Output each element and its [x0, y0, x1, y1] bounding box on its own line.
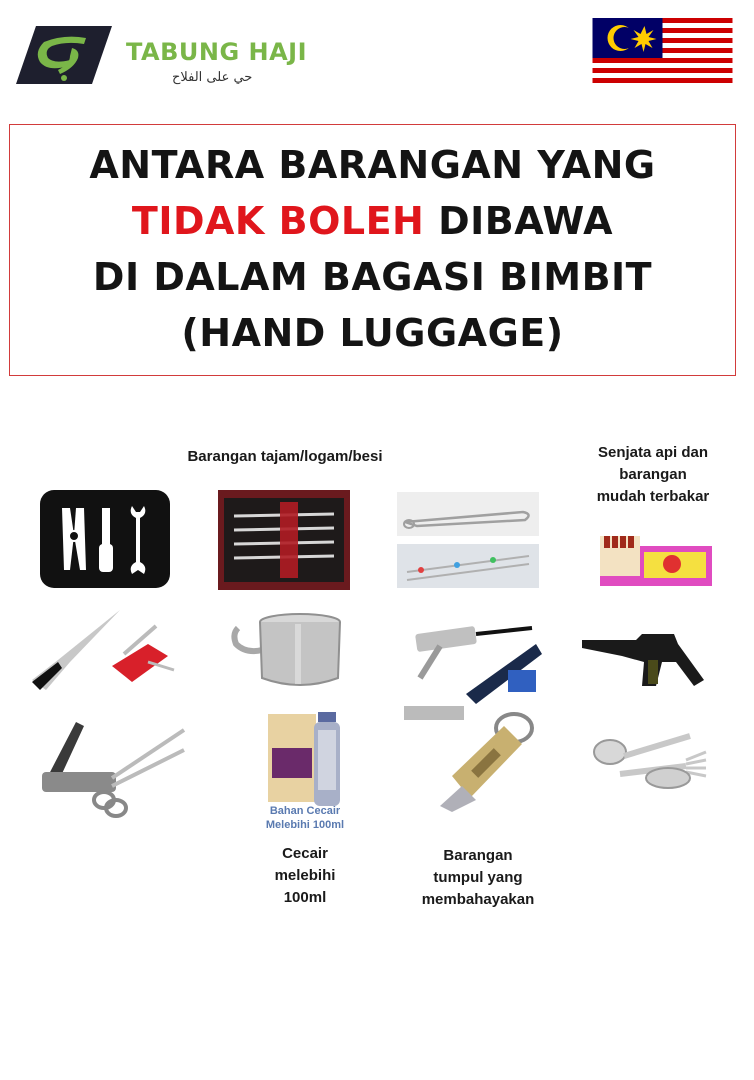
liquid-label-line: Bahan Cecair [269, 805, 341, 817]
caption-firearms [568, 442, 738, 508]
title-line-3: DI DALAM BAGASI BIMBIT [92, 255, 653, 299]
title-line-4: (HAND LUGGAGE) [181, 311, 564, 355]
logo-arabic-text: حي على الفلاح [172, 70, 253, 85]
caption-firearms-line: mudah terbakar [596, 488, 710, 505]
title-line-2-rest: DIBAWA [424, 199, 614, 243]
title-box [9, 124, 736, 376]
liquid-label-line: Melebihi 100ml [265, 819, 345, 831]
caption-liquid-line: 100ml [283, 889, 327, 906]
tabung-haji-logo-icon [14, 24, 114, 86]
caption-blunt-line: membahayakan [421, 891, 535, 908]
matchbox [598, 532, 714, 588]
metal-mug [228, 610, 346, 690]
caption-blunt [398, 845, 558, 911]
caption-liquid-line: Cecair [282, 845, 328, 862]
nail-clipper-scissors [40, 714, 190, 818]
caption-firearms-line: barangan [619, 466, 687, 483]
bottle-opener [432, 706, 544, 812]
malaysia-flag-icon [590, 18, 735, 88]
liquid-bottles [248, 710, 362, 834]
caption-firearms-line: Senjata api dan [597, 444, 709, 461]
knives [28, 604, 178, 692]
tabung-haji-logo [14, 20, 314, 90]
spoon-fork [590, 726, 710, 794]
caption-blunt-line: tumpul yang [433, 869, 523, 886]
tweezer-set [218, 490, 350, 590]
caption-sharp-items: Barangan tajam/logam/besi [187, 448, 383, 465]
liquid-label [248, 804, 362, 832]
safety-pins [397, 492, 539, 588]
caption-liquid [250, 843, 360, 909]
liquid-bottles-image [248, 710, 362, 808]
logo-text: TABUNG HAJI [126, 38, 308, 66]
tools-icon [40, 490, 170, 588]
caption-blunt-line: Barangan [443, 847, 513, 864]
title-line-2 [10, 199, 735, 243]
title-line-1: ANTARA BARANGAN YANG [89, 143, 656, 187]
caption-liquid-line: melebihi [274, 867, 336, 884]
title-highlight: TIDAK BOLEH [131, 199, 425, 243]
toy-gun [582, 622, 708, 700]
